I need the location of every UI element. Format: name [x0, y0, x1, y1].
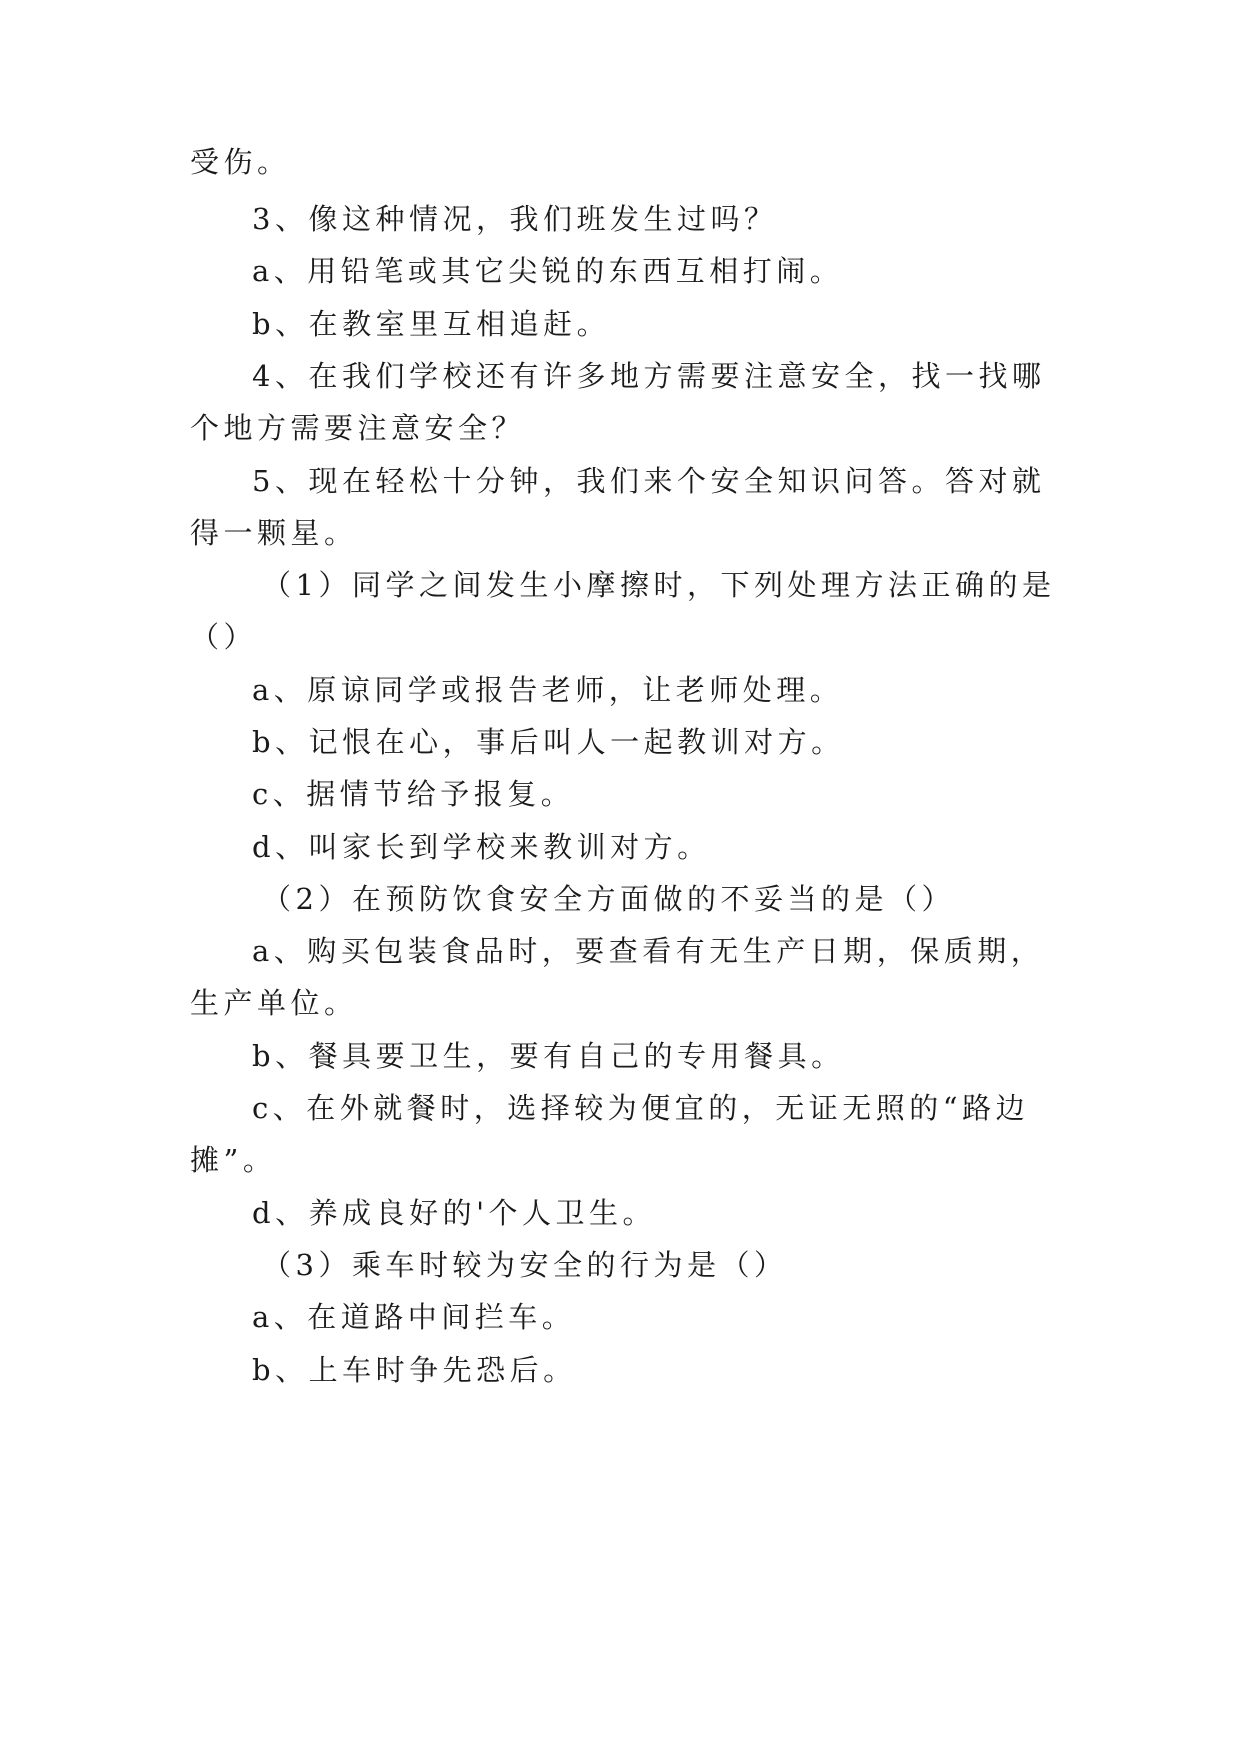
text-line: 3、像这种情况，我们班发生过吗？ [252, 202, 778, 236]
text-line: a、在道路中间拦车。 [252, 1300, 576, 1334]
text-line: a、原谅同学或报告老师，让老师处理。 [252, 673, 844, 707]
text-line: 受伤。 [190, 145, 291, 179]
text-line: 得一颗星。 [190, 516, 358, 550]
text-line: b、上车时争先恐后。 [252, 1353, 577, 1387]
text-line: b、记恨在心，事后叫人一起教训对方。 [252, 725, 845, 759]
text-line: 生产单位。 [190, 986, 358, 1020]
text-line: a、购买包装食品时，要查看有无生产日期，保质期， [252, 934, 1045, 968]
text-line: a、用铅笔或其它尖锐的东西互相打闹。 [252, 254, 844, 288]
text-line: （3）乘车时较为安全的行为是（） [262, 1248, 788, 1282]
text-line: 5、现在轻松十分钟，我们来个安全知识问答。答对就 [252, 464, 1046, 498]
text-line: 4、在我们学校还有许多地方需要注意安全，找一找哪 [252, 359, 1046, 393]
text-line: d、叫家长到学校来教训对方。 [252, 830, 711, 864]
text-line: b、在教室里互相追赶。 [252, 307, 611, 341]
text-line: 个地方需要注意安全？ [190, 411, 526, 445]
text-line: （） [190, 620, 258, 654]
text-line: b、餐具要卫生，要有自己的专用餐具。 [252, 1039, 845, 1073]
text-line: d、养成良好的'个人卫生。 [252, 1196, 657, 1230]
text-line: （1）同学之间发生小摩擦时，下列处理方法正确的是 [262, 568, 1056, 602]
text-line: 摊”。 [190, 1143, 277, 1177]
text-line: （2）在预防饮食安全方面做的不妥当的是（） [262, 882, 955, 916]
text-line: c、据情节给予报复。 [252, 777, 575, 811]
text-line: c、在外就餐时，选择较为便宜的，无证无照的“路边 [252, 1091, 1030, 1125]
